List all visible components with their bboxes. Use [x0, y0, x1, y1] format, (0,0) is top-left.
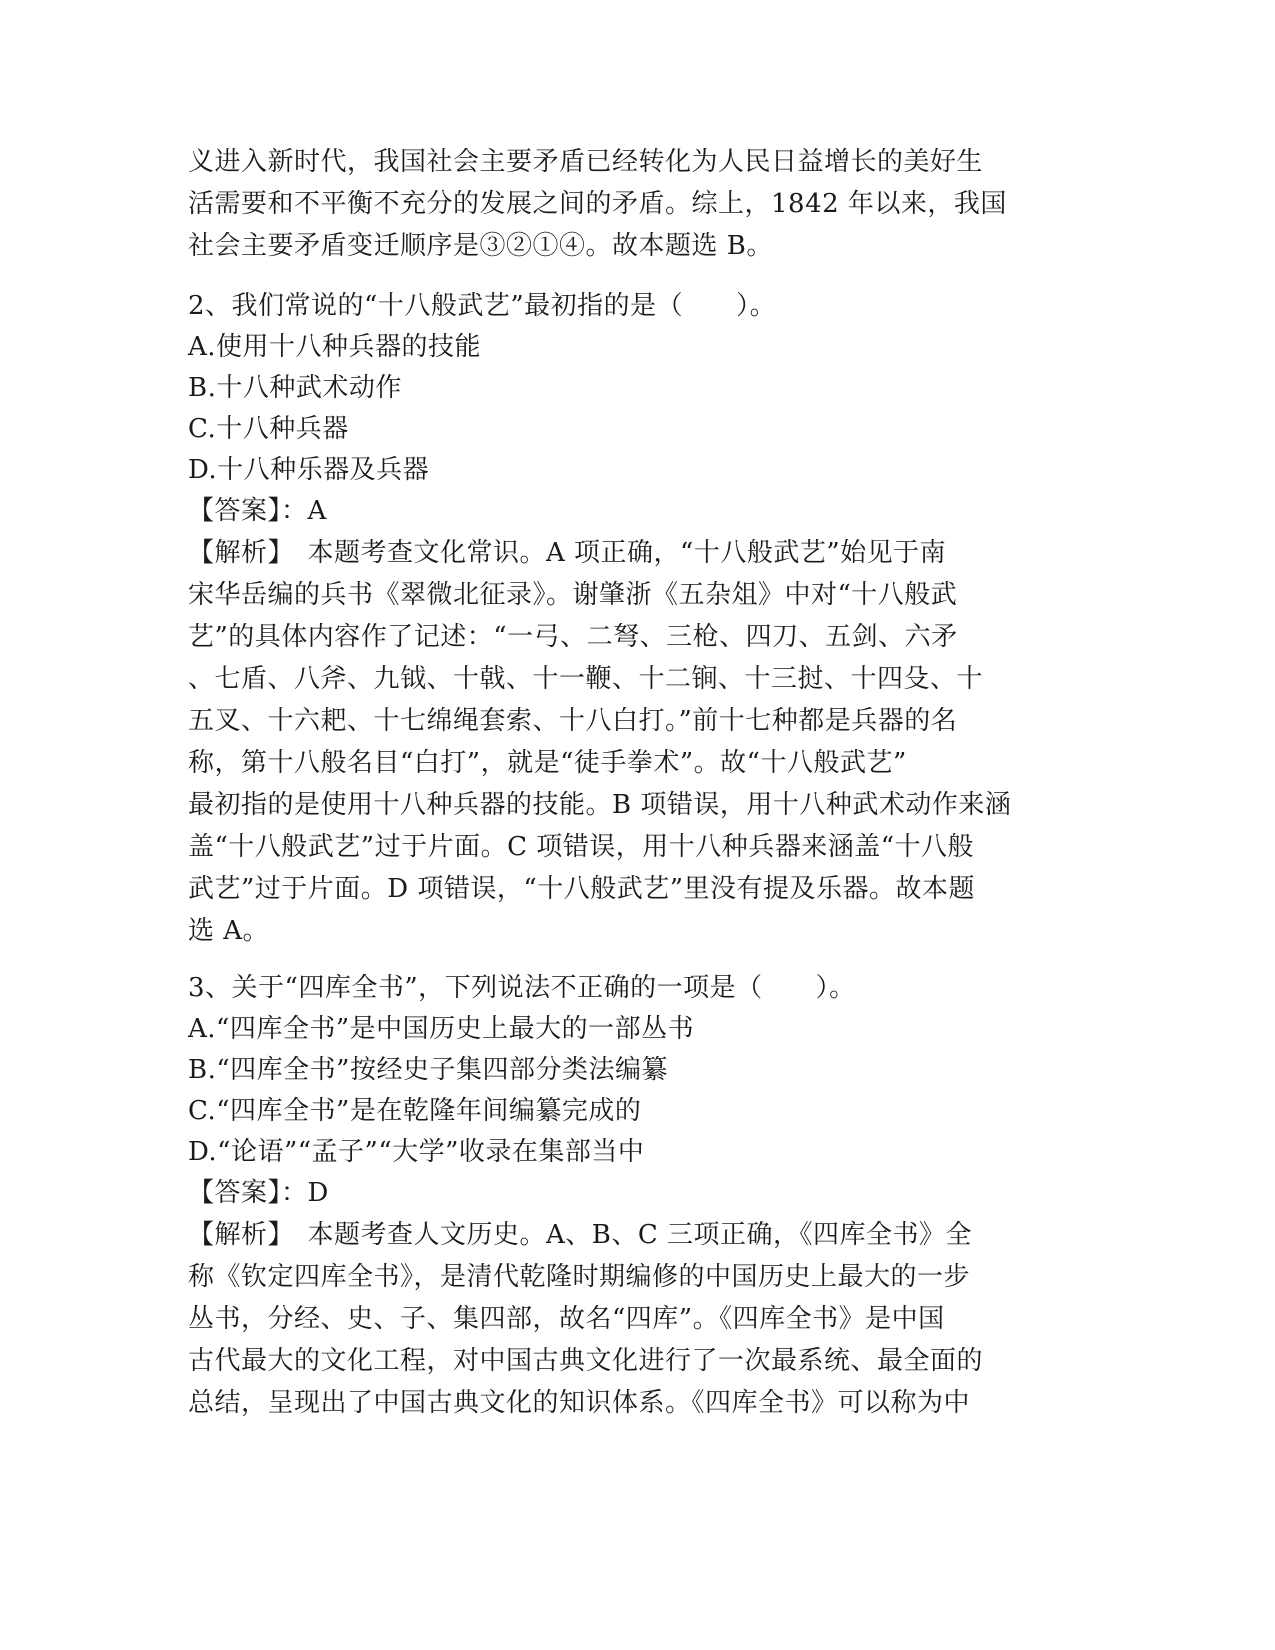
question-2-option-b: B.十八种武术动作	[188, 373, 402, 403]
intro-line: 义进入新时代，我国社会主要矛盾已经转化为人民日益增长的美好生	[188, 147, 984, 177]
question-3-analysis-line: 丛书，分经、史、子、集四部，故名“四库”。《四库全书》是中国	[188, 1304, 945, 1334]
question-3-stem: 3、关于“四库全书”，下列说法不正确的一项是（ ）。	[188, 973, 856, 1003]
question-2-analysis-line: 、七盾、八斧、九钺、十戟、十一鞭、十二锏、十三挝、十四殳、十	[188, 664, 984, 694]
question-3-option-d: D.“论语”“孟子”“大学”收录在集部当中	[188, 1137, 645, 1167]
question-2-option-c: C.十八种兵器	[188, 414, 349, 444]
question-2-analysis-line: 艺”的具体内容作了记述：“一弓、二弩、三枪、四刀、五剑、六矛	[188, 622, 958, 652]
question-3-option-b: B.“四库全书”按经史子集四部分类法编纂	[188, 1055, 668, 1085]
question-3-analysis-line: 总结，呈现出了中国古典文化的知识体系。《四库全书》可以称为中	[188, 1388, 971, 1418]
question-2-option-d: D.十八种乐器及兵器	[188, 455, 430, 485]
question-2-answer: 【答案】：A	[188, 496, 327, 526]
question-2-analysis-line: 宋华岳编的兵书《翠微北征录》。谢肇浙《五杂俎》中对“十八般武	[188, 580, 958, 610]
question-3-option-c: C.“四库全书”是在乾隆年间编纂完成的	[188, 1096, 642, 1126]
question-2-analysis-line: 最初指的是使用十八种兵器的技能。B 项错误，用十八种武术动作来涵	[188, 790, 1012, 820]
question-2-analysis-line: 五叉、十六耙、十七绵绳套索、十八白打。”前十七种都是兵器的名	[188, 706, 958, 736]
question-3-analysis-line: 古代最大的文化工程，对中国古典文化进行了一次最系统、最全面的	[188, 1346, 984, 1376]
intro-line: 活需要和不平衡不充分的发展之间的矛盾。综上，1842 年以来，我国	[188, 189, 1007, 219]
question-2-analysis-line: 【解析】 本题考查文化常识。A 项正确，“十八般武艺”始见于南	[188, 538, 947, 568]
question-2-analysis-line: 盖“十八般武艺”过于片面。C 项错误，用十八种兵器来涵盖“十八般	[188, 832, 975, 862]
question-2-analysis-line: 称，第十八般名目“白打”，就是“徒手拳术”。故“十八般武艺”	[188, 748, 907, 778]
question-2-analysis-line: 武艺”过于片面。D 项错误，“十八般武艺”里没有提及乐器。故本题	[188, 874, 975, 904]
intro-line: 社会主要矛盾变迁顺序是③②①④。故本题选 B。	[188, 231, 773, 261]
question-2-stem: 2、我们常说的“十八般武艺”最初指的是（ ）。	[188, 291, 777, 321]
question-2-option-a: A.使用十八种兵器的技能	[188, 332, 482, 362]
question-3-option-a: A.“四库全书”是中国历史上最大的一部丛书	[188, 1014, 695, 1044]
question-3-analysis-line: 【解析】 本题考查人文历史。A、B、C 三项正确，《四库全书》全	[188, 1220, 973, 1250]
question-3-analysis-line: 称《钦定四库全书》，是清代乾隆时期编修的中国历史上最大的一步	[188, 1262, 971, 1292]
question-2-analysis-line: 选 A。	[188, 916, 270, 946]
question-3-answer: 【答案】：D	[188, 1178, 329, 1208]
